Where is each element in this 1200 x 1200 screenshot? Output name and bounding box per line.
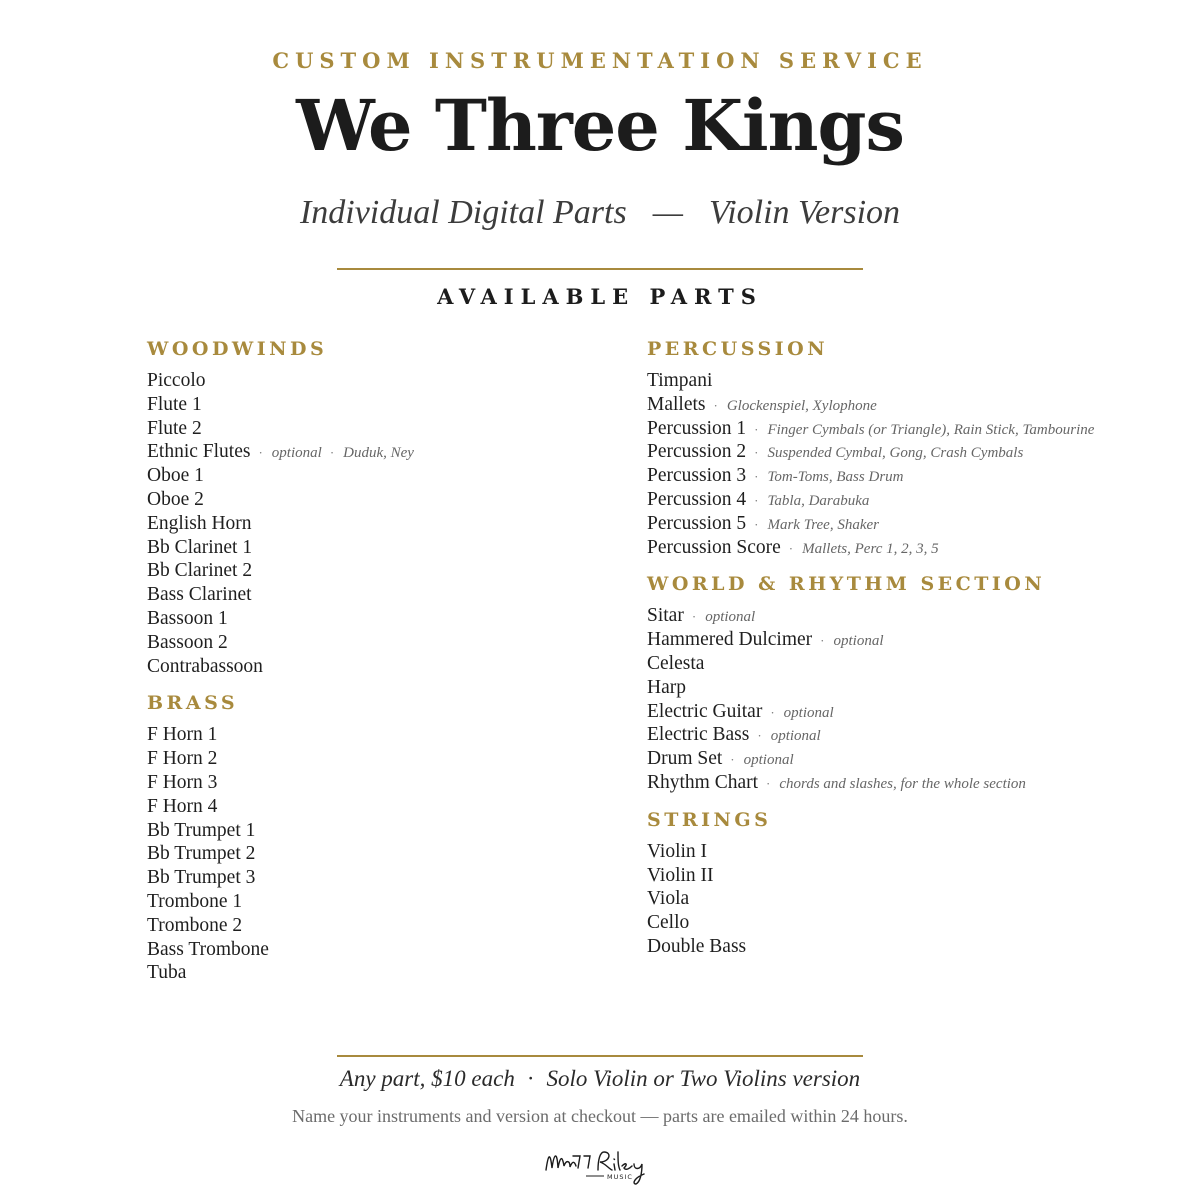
part-item — [147, 842, 577, 866]
part-name: Bb Trumpet 3 — [147, 867, 256, 889]
separator-dot: · — [770, 704, 775, 720]
part-note: Tabla, Darabuka — [767, 492, 870, 509]
subtitle-left: Individual Digital Parts — [299, 194, 627, 231]
part-name: Bass Trombone — [147, 938, 269, 960]
separator-dot: · — [329, 445, 335, 461]
part-item — [147, 464, 577, 488]
part-item — [147, 512, 577, 536]
part-item — [147, 771, 577, 795]
part-name: Percussion Score — [647, 536, 781, 558]
part-name: Violin II — [647, 864, 714, 886]
part-item — [147, 747, 577, 771]
section-title: WORLD & RHYTHM SECTION — [647, 573, 1046, 596]
separator-dot: · — [766, 775, 771, 791]
part-item — [147, 866, 577, 890]
part-item — [647, 369, 1167, 393]
part-item — [647, 700, 1167, 724]
part-item — [147, 440, 577, 464]
part-name: Drum Set — [647, 748, 723, 770]
part-name: Percussion 3 — [647, 465, 747, 487]
part-name: Viola — [647, 888, 690, 910]
part-item — [147, 890, 577, 914]
part-item — [647, 393, 1167, 417]
part-name: Electric Bass — [647, 724, 750, 746]
separator-dot: · — [757, 728, 762, 744]
footer-price: Any part, $10 each — [339, 1066, 515, 1091]
separator-dot: · — [754, 421, 759, 437]
part-name: F Horn 2 — [147, 748, 218, 770]
section-strings — [647, 808, 1167, 959]
part-item — [147, 723, 577, 747]
part-name: Bb Trumpet 1 — [147, 819, 256, 841]
part-note: Glockenspiel, Xylophone — [726, 397, 877, 414]
part-name: Percussion 1 — [647, 417, 747, 439]
subtitle-separator: — — [652, 194, 683, 231]
part-item — [147, 559, 577, 583]
part-item — [647, 864, 1167, 888]
part-name: Oboe 1 — [147, 465, 204, 487]
part-name: Flute 1 — [147, 393, 202, 415]
part-item — [647, 935, 1167, 959]
part-note: optional — [271, 445, 322, 462]
part-note: Finger Cymbals (or Triangle), Rain Stick, Tambourine — [767, 421, 1095, 438]
part-item — [647, 417, 1167, 441]
part-name: F Horn 3 — [147, 771, 218, 793]
part-item — [147, 819, 577, 843]
part-name: Bb Trumpet 2 — [147, 843, 256, 865]
part-item — [147, 488, 577, 512]
separator-dot: · — [691, 609, 697, 625]
part-name: Percussion 5 — [647, 512, 747, 534]
part-note: optional — [743, 752, 794, 769]
part-name: Timpani — [647, 370, 713, 391]
footer-note: Name your instruments and version at checkout — parts are emailed within 24 hours. — [292, 1106, 908, 1126]
part-name: Trombone 1 — [147, 890, 243, 912]
footer-pricing — [0, 1066, 1200, 1092]
section-title: BRASS — [147, 692, 239, 715]
part-name: F Horn 4 — [147, 795, 218, 817]
part-item — [147, 583, 577, 607]
part-name: Tuba — [147, 962, 187, 984]
part-item — [647, 723, 1167, 747]
part-item — [147, 607, 577, 631]
part-item — [647, 488, 1167, 512]
part-item — [647, 604, 1167, 628]
separator-dot: · — [754, 492, 759, 508]
part-name: Flute 2 — [147, 417, 202, 439]
part-item — [147, 655, 577, 679]
separator-dot: · — [258, 445, 263, 461]
part-item — [647, 536, 1167, 560]
separator-dot: · — [754, 516, 759, 532]
subtitle — [0, 194, 1200, 232]
part-item — [147, 536, 577, 560]
part-name: Bassoon 2 — [147, 631, 228, 653]
part-item — [147, 914, 577, 938]
part-name: Piccolo — [147, 370, 206, 391]
separator-dot: · — [820, 633, 825, 649]
part-note: Duduk, Ney — [343, 445, 414, 462]
part-name: Double Bass — [647, 935, 747, 957]
section-title: PERCUSSION — [647, 338, 829, 360]
part-item — [647, 440, 1167, 464]
part-name: Celesta — [647, 652, 705, 674]
top-divider — [337, 268, 863, 270]
part-note: Tom-Toms, Bass Drum — [767, 469, 904, 486]
part-name: Harp — [647, 676, 686, 698]
part-item — [147, 369, 577, 393]
logo-sub-text: MUSIC — [607, 1173, 633, 1181]
part-item — [647, 887, 1167, 911]
part-note: Suspended Cymbal, Gong, Crash Cymbals — [767, 445, 1024, 462]
part-item — [647, 771, 1167, 795]
separator-dot: · — [754, 445, 759, 461]
part-item — [647, 652, 1167, 676]
footer-versions: Solo Violin or Two Violins version — [546, 1066, 861, 1091]
bottom-divider — [337, 1055, 863, 1057]
part-item — [147, 795, 577, 819]
section-woodwinds — [147, 337, 577, 678]
part-item — [147, 631, 577, 655]
part-item — [647, 628, 1167, 652]
part-item — [147, 417, 577, 441]
part-item — [147, 393, 577, 417]
part-name: Sitar — [647, 605, 684, 627]
header-eyebrow: CUSTOM INSTRUMENTATION SERVICE — [272, 48, 928, 73]
part-item — [647, 676, 1167, 700]
part-note: optional — [770, 728, 821, 745]
part-name: Oboe 2 — [147, 488, 204, 510]
section-title: WOODWINDS — [147, 338, 328, 360]
section-brass — [147, 691, 577, 985]
section-percussion — [647, 337, 1167, 559]
part-name: Bb Clarinet 1 — [147, 536, 253, 558]
part-name: Bb Clarinet 2 — [147, 560, 253, 582]
part-name: Rhythm Chart — [647, 771, 759, 793]
part-name: Electric Guitar — [647, 700, 763, 722]
part-note: optional — [833, 633, 884, 650]
separator-dot: · — [730, 752, 735, 768]
part-name: Mallets — [647, 393, 706, 415]
right-column — [647, 336, 1167, 972]
part-item — [147, 961, 577, 985]
part-name: Percussion 4 — [647, 488, 747, 510]
part-note: optional — [705, 609, 756, 626]
section-world-rhythm-section — [647, 572, 1167, 794]
part-name: Violin I — [647, 840, 708, 862]
separator-dot: · — [754, 469, 759, 485]
part-item — [647, 512, 1167, 536]
part-name: Bass Clarinet — [147, 584, 252, 606]
part-name: Bassoon 1 — [147, 607, 228, 629]
part-name: Ethnic Flutes — [147, 441, 251, 463]
part-name: Hammered Dulcimer — [647, 629, 813, 651]
matt-riley-music-logo — [540, 1140, 664, 1192]
subtitle-right: Violin Version — [708, 194, 901, 231]
part-name: Trombone 2 — [147, 914, 243, 936]
part-item — [647, 464, 1167, 488]
section-title: STRINGS — [647, 808, 772, 831]
part-name: Cello — [647, 912, 690, 934]
part-note: optional — [783, 704, 834, 721]
part-item — [147, 938, 577, 962]
part-note: Mark Tree, Shaker — [767, 516, 879, 533]
part-name: Contrabassoon — [147, 655, 263, 677]
part-item — [647, 747, 1167, 771]
part-note: Mallets, Perc 1, 2, 3, 5 — [802, 540, 939, 557]
left-column — [147, 336, 577, 998]
part-name: English Horn — [147, 512, 252, 534]
page-title: We Three Kings — [296, 84, 904, 167]
part-note: chords and slashes, for the whole section — [779, 775, 1026, 792]
part-name: Percussion 2 — [647, 441, 747, 463]
part-item — [647, 911, 1167, 935]
separator-dot: · — [713, 397, 718, 413]
available-parts-heading: AVAILABLE PARTS — [437, 284, 763, 309]
part-item — [647, 840, 1167, 864]
footer-dot: · — [526, 1066, 535, 1091]
separator-dot: · — [788, 540, 794, 556]
part-name: F Horn 1 — [147, 724, 218, 746]
